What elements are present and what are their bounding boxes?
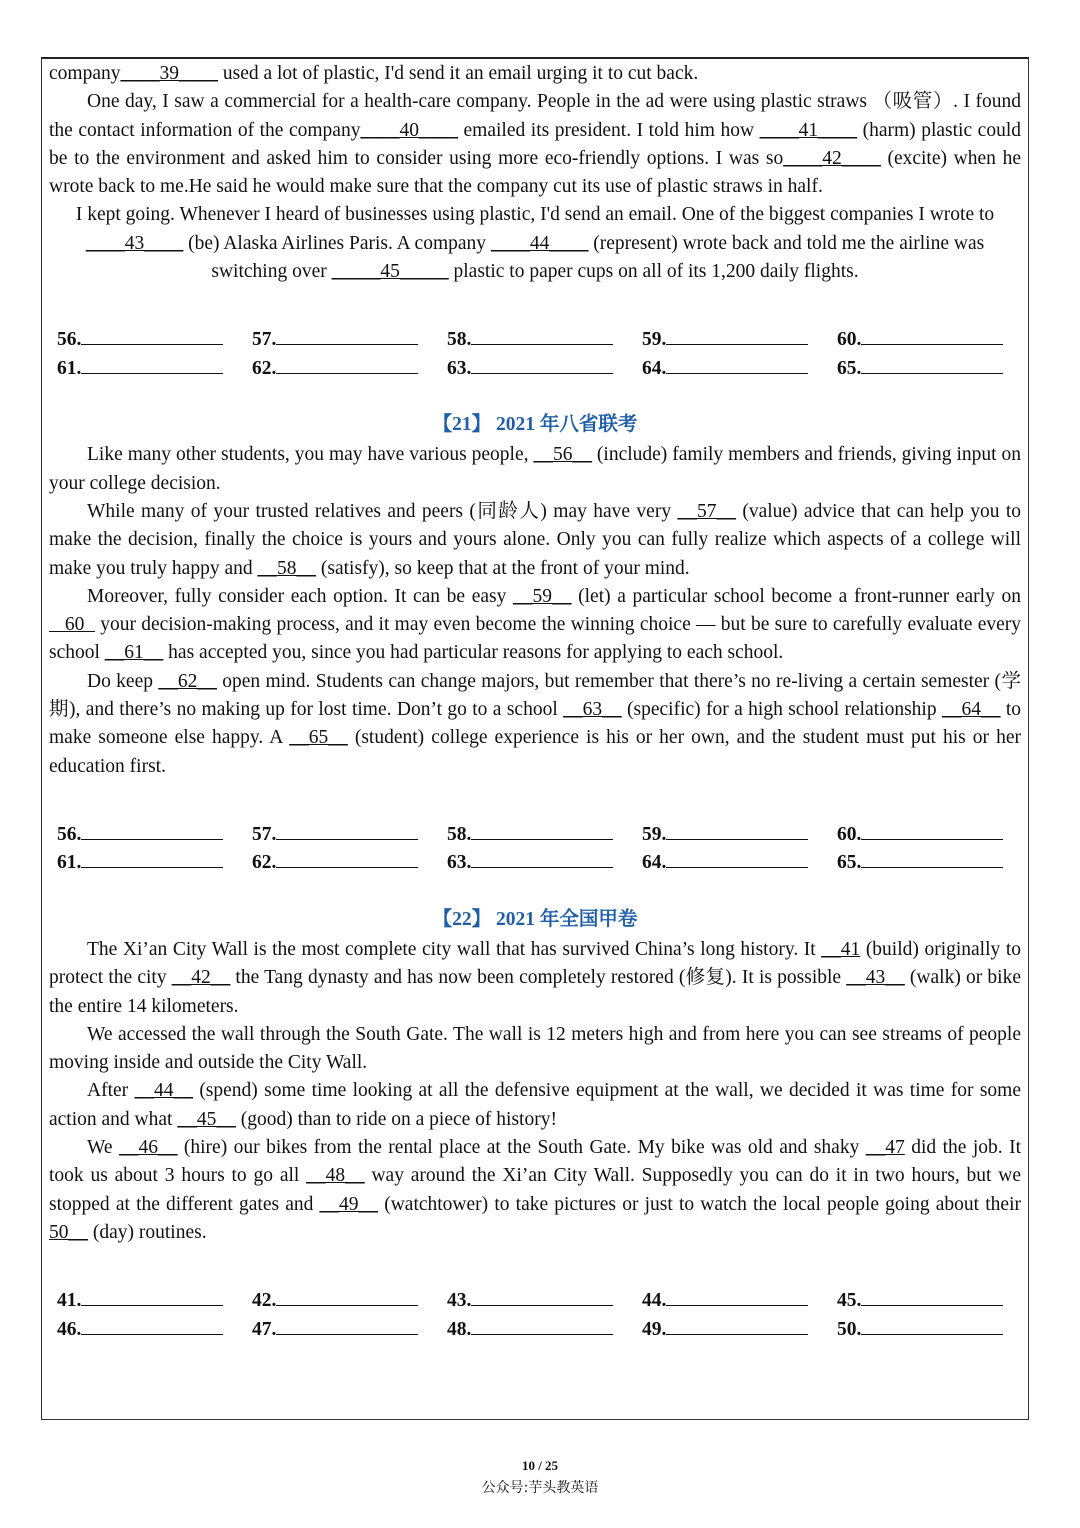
blank-60[interactable]: 60 [49,614,95,636]
document-body [49,60,1021,1344]
answer-slot[interactable]: 41. [57,1287,252,1316]
blank-46[interactable]: __46__ [118,1137,178,1159]
answer-slot[interactable]: 65. [837,849,1032,878]
answer-slot[interactable]: 57. [252,821,447,850]
answer-slot[interactable]: 45. [837,1287,1032,1316]
s22-para4: We __46__ (hire) our bikes from the rental place at the South Gate. My bike was old and shaky __47 did the job. It took us about 3 hours to go all __48__ way around the Xi’an City Wall. Supposedly you can do it in two hours, but we stopped at the different gates and __49__ (watchtower) to take pictures or just to watch the local people going about their 50__ (day) routines. [49,1137,1022,1243]
blank-64[interactable]: __64__ [941,699,1001,721]
blank-42[interactable]: ____42____ [783,147,881,169]
answer-slot[interactable]: 60. [837,821,1032,850]
s22-para2: We accessed the wall through the South Gate. The wall is 12 meters high and from here you can see streams of people moving inside and outside the City Wall. [49,1023,1021,1074]
section-title-21: 【21】 2021 年八省联考 [432,414,638,436]
s21-para2: While many of your trusted relatives and peers (同龄人) may have very __57__ (value) advice that can help you to make the decision, finally the choice is yours and yours alone. Only you can fully realize which aspects of a college will make you truly happy and __58__ (satisfy), so keep that at the front of your mind. [49,500,1021,579]
blank-57[interactable]: __57__ [677,500,736,522]
answer-slot[interactable]: 64. [642,355,837,384]
blank-61[interactable]: __61__ [104,642,164,664]
blank-42b[interactable]: __42__ [171,967,231,989]
answer-slot[interactable]: 61. [57,849,252,878]
blank-49[interactable]: __49__ [319,1193,379,1215]
answer-slot[interactable]: 64. [642,849,837,878]
answer-slot[interactable]: 58. [447,326,642,355]
answer-slot[interactable]: 48. [447,1316,642,1345]
blank-50[interactable]: 50__ [49,1221,88,1243]
s21-para4: Do keep __62__ open mind. Students can change majors, but remember that there’s no re-living a certain semester (学期), and there’s no making up for lost time. Don’t go to a school __63__ (specific) for a high school relationship __64__ to make someone else happy. A __65__ (student) college experience is his or her own, and the student must put his or her education first. [49,670,1022,777]
blank-62[interactable]: __62__ [158,670,217,692]
passage20-para2: One day, I saw a commercial for a health-care company. People in the ad were using plastic straws （吸管）. I found the contact information of the company____40____ emailed its president. I told him how ____41____ (harm) plastic could be to the environment and asked him to consider using more eco-friendly options. I was so____42____ (excite) when he wrote back to me.He said he would make sure that the company cut its use of plastic straws in half. [49,91,1021,198]
answer-slot[interactable]: 62. [252,355,447,384]
answer-slot[interactable]: 49. [642,1316,837,1345]
s22-para1: The Xi’an City Wall is the most complete city wall that has survived China’s long history. It __41 (build) originally to protect the city __42__ the Tang dynasty and has now been completely restored (修复). It is possible __43__ (walk) or bike the entire 14 kilometers. [49,938,1022,1017]
answer-slot[interactable]: 47. [252,1316,447,1345]
answer-slot[interactable]: 62. [252,849,447,878]
blank-41b[interactable]: __41 [821,938,861,960]
answer-slot[interactable]: 57. [252,326,447,355]
answer-slot[interactable]: 43. [447,1287,642,1316]
s21-para1: Like many other students, you may have various people, __56__ (include) family members and friends, giving input on your college decision. [49,444,1021,494]
answer-slot[interactable]: 63. [447,355,642,384]
blank-65[interactable]: __65__ [289,727,348,749]
blank-45[interactable]: _____45_____ [331,261,449,283]
publisher-footer: 公众号:芋头教英语 [481,1480,599,1496]
answer-slot[interactable]: 59. [642,821,837,850]
blank-63[interactable]: __63__ [563,699,622,721]
section-title-22: 【22】 2021 年全国甲卷 [432,908,638,930]
answer-grid-1 [57,326,1021,383]
blank-44[interactable]: ____44____ [490,232,589,254]
blank-40[interactable]: ____40____ [360,119,458,141]
blank-56[interactable]: __56__ [533,444,592,466]
answer-slot[interactable]: 60. [837,326,1032,355]
blank-43[interactable]: ____43____ [85,232,184,254]
blank-45b[interactable]: __45__ [177,1108,236,1130]
s22-para3: After __44__ (spend) some time looking at all the defensive equipment at the wall, we decided it was time for some action and what __45__ (good) than to ride on a piece of history! [49,1080,1021,1130]
page-number: 10 / 25 [521,1458,559,1473]
s21-para3: Moreover, fully consider each option. It can be easy __59__ (let) a particular school become a front-runner early on 60 your decision-making process, and it may even become the winning choice — but be sure to carefully evaluate every school __61__ has accepted you, since you had particular reasons for applying to each school. [49,585,1022,664]
blank-47[interactable]: __47 [865,1137,905,1159]
answer-slot[interactable]: 42. [252,1287,447,1316]
blank-48[interactable]: __48__ [306,1165,365,1187]
answer-slot[interactable]: 46. [57,1316,252,1345]
answer-slot[interactable]: 56. [57,821,252,850]
answer-slot[interactable]: 65. [837,355,1032,384]
answer-slot[interactable]: 50. [837,1316,1032,1345]
blank-43b[interactable]: __43__ [846,967,905,989]
passage20-para3: I kept going. Whenever I heard of businesses using plastic, I'd send an email. One of the biggest companies I wrote to ____43____ (be) Alaska Airlines Paris. A company ____44____ (represent) wrote back and told me the airline was switching over _____45_____ plastic to paper cups on all of its 1,200 daily flights. [75,204,995,283]
blank-39[interactable]: ____39____ [120,63,218,84]
answer-slot[interactable]: 44. [642,1287,837,1316]
answer-slot[interactable]: 63. [447,849,642,878]
blank-41[interactable]: ____41____ [759,119,858,141]
answer-grid-2 [57,821,1021,878]
answer-slot[interactable]: 56. [57,326,252,355]
answer-grid-3 [57,1287,1021,1344]
passage20-line1: company____39____ used a lot of plastic, I'd send it an email urging it to cut back. [49,63,699,84]
answer-slot[interactable]: 59. [642,326,837,355]
answer-slot[interactable]: 58. [447,821,642,850]
blank-58[interactable]: __58__ [257,557,316,579]
answer-slot[interactable]: 61. [57,355,252,384]
blank-44b[interactable]: __44__ [134,1080,193,1102]
blank-59[interactable]: __59__ [513,585,572,607]
